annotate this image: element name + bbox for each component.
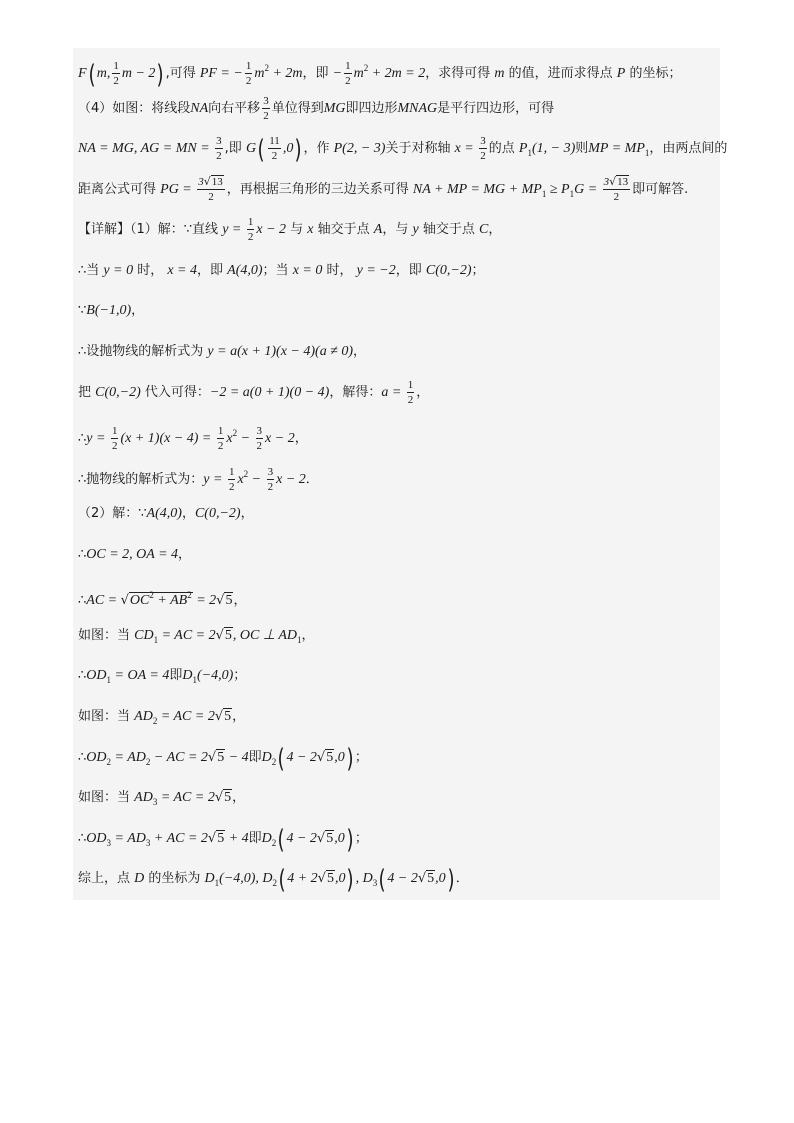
math-run: a = <box>381 384 405 400</box>
fraction-denominator: 2 <box>113 75 119 87</box>
text-run: 的坐标为 <box>144 871 205 887</box>
text-run: ,可得 <box>165 66 200 81</box>
solution-line <box>78 494 720 535</box>
text-run: 即可解答. <box>632 181 689 197</box>
math-run: CD <box>134 627 154 643</box>
fraction <box>217 424 225 453</box>
subscript: 1 <box>106 675 112 686</box>
math-run: y = <box>222 222 245 238</box>
text-run: 时， <box>133 262 168 278</box>
fraction <box>267 465 275 494</box>
solution-line <box>78 859 720 900</box>
math-run: A(4,0) <box>146 506 182 522</box>
radicand: 5 <box>225 593 233 609</box>
math-run: P(2, − 3) <box>333 141 386 157</box>
fraction-denominator: 2 <box>216 150 222 163</box>
superscript: 2 <box>187 590 192 601</box>
fraction <box>479 134 487 163</box>
parenthesized-group <box>256 135 303 163</box>
subscript: 2 <box>271 756 277 767</box>
math-run: ,0 <box>334 749 345 765</box>
radicand: 5 <box>326 871 334 887</box>
math-run: D <box>261 749 272 765</box>
math-run: x = 4 <box>167 262 198 278</box>
parenthesized-group <box>276 750 355 765</box>
text-run: ， <box>178 546 192 562</box>
text-run: ，即 <box>197 262 228 278</box>
text-run: ，由两点间的 <box>649 141 728 157</box>
fraction-denominator: 2 <box>480 150 486 163</box>
text-run: ，与 <box>382 222 413 238</box>
math-run: y <box>412 222 419 238</box>
text-run: ∴ <box>78 830 87 846</box>
math-run: OD <box>86 668 107 684</box>
math-run: NA = MG, AG = MN = <box>78 141 214 157</box>
text-run: ； <box>354 749 368 765</box>
solution-line <box>78 251 720 292</box>
subscript: 1 <box>192 675 197 686</box>
math-run: C <box>478 222 489 238</box>
math-run: MP = MP <box>588 141 645 157</box>
solution-line <box>78 819 720 860</box>
square-root <box>215 708 232 724</box>
math-run: 3 <box>603 175 610 188</box>
text-run: ， <box>294 431 308 447</box>
text-run: ∴ <box>78 431 87 447</box>
subscript: 1 <box>644 148 650 159</box>
subscript: 2 <box>106 756 112 767</box>
math-run: A <box>373 222 383 238</box>
radicand: 5 <box>224 627 232 643</box>
solution-line <box>78 291 720 332</box>
fraction-denominator: 2 <box>208 190 214 203</box>
solution-line <box>78 129 728 170</box>
text-run: ； <box>233 668 247 684</box>
parenthesized-group <box>277 871 356 886</box>
solution-block <box>73 48 728 900</box>
fraction <box>344 59 352 88</box>
subscript: 2 <box>271 837 277 848</box>
fraction-numerator: 1 <box>345 60 351 72</box>
fraction <box>112 59 120 88</box>
math-run: C(0,−2) <box>194 506 241 522</box>
text-run: 关于对称轴 <box>385 141 455 157</box>
math-run: D <box>134 871 145 887</box>
fraction-numerator: 3 <box>263 94 269 107</box>
math-run: F <box>78 66 87 81</box>
subscript: 1 <box>569 188 575 199</box>
math-run: + 2m = 2 <box>368 66 426 81</box>
subscript: 2 <box>145 756 151 767</box>
math-run: x − 2 <box>256 222 287 238</box>
text-run: 的坐标； <box>625 66 682 81</box>
text-run: 即 <box>248 830 262 846</box>
math-run: x <box>226 431 233 447</box>
square-root <box>215 789 232 805</box>
text-run: ∴ <box>78 593 87 609</box>
fraction-denominator: 2 <box>217 440 224 453</box>
text-run: ，即 <box>302 66 333 81</box>
subscript: 3 <box>145 837 151 848</box>
math-run: x − 2 <box>276 471 306 487</box>
math-run: AD <box>134 709 153 724</box>
math-run: OD <box>86 830 107 846</box>
text-run: ， <box>131 303 145 319</box>
math-run: = AC = 2 <box>157 709 215 724</box>
text-run: 轴交于点 <box>313 222 374 238</box>
math-run: = AC = 2 <box>157 790 215 806</box>
text-run: ， <box>240 506 254 522</box>
fraction-numerator: 1 <box>217 425 224 438</box>
fraction-denominator: 2 <box>345 75 351 87</box>
solution-line <box>78 373 720 414</box>
text-run: ∴设抛物线的解析式为 <box>78 343 208 359</box>
radicand <box>129 592 193 608</box>
fraction-denominator: 2 <box>263 109 269 122</box>
text-run: ；当 <box>262 262 293 278</box>
fraction-denominator: 2 <box>256 440 263 453</box>
text-run: ； <box>354 830 368 846</box>
text-run: 的值，进而求得点 <box>504 66 617 81</box>
fraction <box>256 424 264 453</box>
math-run: x = 0 <box>292 262 323 278</box>
subscript: 3 <box>106 837 112 848</box>
fraction <box>268 134 281 163</box>
math-run: (−4,0) <box>196 668 234 684</box>
radicand: 5 <box>326 749 334 765</box>
text-run: ，作 <box>303 141 334 157</box>
text-run: 时， <box>322 262 357 278</box>
text-run: ， <box>232 790 246 806</box>
square-root <box>418 870 435 886</box>
math-run: 4 − 2 <box>387 871 418 887</box>
math-run: 4 − 2 <box>286 830 317 846</box>
text-run: ， <box>301 627 315 643</box>
text-run: ， <box>181 506 195 522</box>
solution-line <box>78 575 720 616</box>
parenthesized-group <box>377 871 456 886</box>
math-run: (x + 1)(x − 4) = <box>120 431 215 447</box>
text-run: ， <box>233 593 247 609</box>
square-root <box>208 749 225 765</box>
math-run: NA <box>190 100 209 116</box>
parenthesized-group <box>276 831 355 846</box>
solution-line <box>78 656 720 697</box>
fraction-numerator: 1 <box>247 216 254 229</box>
math-run: = AD <box>111 830 146 846</box>
text-run: ； <box>471 262 485 278</box>
text-run: ∵ <box>78 303 87 319</box>
solution-line <box>78 778 720 819</box>
math-run: D <box>261 830 272 846</box>
text-run: ∴ <box>78 749 87 765</box>
text-run: 代入可得： <box>140 384 210 400</box>
math-run: ,0 <box>282 141 294 157</box>
math-run: x = <box>454 141 478 157</box>
fraction-numerator: 3 <box>480 135 486 148</box>
text-run: 即 <box>169 668 183 684</box>
math-run: ≥ P <box>546 181 570 197</box>
superscript: 2 <box>264 63 269 73</box>
math-run: C(0,−2) <box>425 262 472 278</box>
math-run: + AC = 2 <box>150 830 208 846</box>
fraction-numerator: 3 <box>267 465 274 478</box>
subscript: 3 <box>152 797 158 808</box>
text-run: ∴ <box>78 546 87 562</box>
fraction <box>245 59 253 88</box>
text-run: 如图：当 <box>78 790 135 806</box>
square-root <box>208 830 225 846</box>
fraction <box>111 424 119 453</box>
solution-line <box>78 738 720 779</box>
fraction <box>603 175 631 204</box>
text-run: 单位得到 <box>271 100 324 116</box>
fraction-denominator: 2 <box>245 75 252 87</box>
math-run: + AB <box>153 593 188 609</box>
solution-line <box>78 697 720 738</box>
text-run: 即四边形 <box>345 100 398 116</box>
fraction-numerator <box>197 175 225 190</box>
math-run: − AC = 2 <box>150 749 208 765</box>
text-run: ，求得可得 <box>425 66 495 81</box>
math-run: 4 + 2 <box>287 871 318 887</box>
subscript: 3 <box>372 878 378 889</box>
math-run: ,0 <box>334 830 345 846</box>
text-run: 把 <box>78 384 96 400</box>
radicand: 5 <box>326 830 334 846</box>
math-run: AD <box>134 790 153 806</box>
fraction <box>262 94 270 123</box>
subscript: 2 <box>272 878 278 889</box>
text-run: 综上，点 <box>78 871 135 887</box>
radicand: 5 <box>224 709 232 724</box>
text-run: ∴抛物线的解析式为： <box>78 471 204 487</box>
fraction <box>228 465 236 494</box>
solution-line <box>78 89 720 130</box>
math-run: ,0 <box>435 871 446 887</box>
math-run: 3 <box>198 175 204 188</box>
math-run: − 4 <box>225 749 249 765</box>
text-run: 与 <box>286 222 308 238</box>
math-run: G = <box>574 181 601 197</box>
subscript: 2 <box>152 716 158 726</box>
text-run: ， <box>353 343 367 359</box>
math-run: C(0,−2) <box>95 384 141 400</box>
fraction-numerator: 3 <box>256 425 263 438</box>
fraction-numerator: 3 <box>216 135 222 148</box>
math-run: x <box>307 222 314 238</box>
math-run: ,0 <box>334 871 346 887</box>
text-run: ∴当 <box>78 262 104 278</box>
square-root <box>216 592 233 608</box>
text-run: 的点 <box>488 141 519 157</box>
text-run: ． <box>455 871 469 887</box>
math-run: y = <box>86 431 109 447</box>
math-run: −2 = a(0 + 1)(0 − 4) <box>209 384 330 400</box>
text-run: 向右平移 <box>208 100 261 116</box>
square-root <box>216 627 233 643</box>
text-run: 是平行四边形，可得 <box>437 100 555 116</box>
math-run: OD <box>86 749 107 765</box>
radicand: 5 <box>427 871 435 887</box>
math-run: − <box>237 431 254 447</box>
text-run: ，再根据三角形的三边关系可得 <box>226 181 413 197</box>
fraction-numerator: 1 <box>111 425 118 438</box>
text-run: 如图：当 <box>78 709 135 724</box>
math-run: y = 0 <box>103 262 134 278</box>
text-run: 【详解】（1）解：∵直线 <box>78 222 223 238</box>
radicand: 5 <box>217 749 225 765</box>
fraction-numerator: 1 <box>407 378 414 391</box>
math-run: MG <box>323 100 346 116</box>
square-root <box>317 749 334 765</box>
radicand: 5 <box>217 830 225 846</box>
text-run: ， <box>488 222 502 238</box>
fraction-denominator: 2 <box>613 190 620 203</box>
solution-line <box>78 616 720 657</box>
math-run: x <box>237 471 244 487</box>
math-run: P <box>616 66 626 81</box>
fraction-denominator: 2 <box>247 231 254 244</box>
math-run: B(−1,0) <box>86 303 132 319</box>
fraction-numerator: ( 11 <box>269 135 280 148</box>
superscript: 2 <box>243 468 249 479</box>
subscript: 1 <box>541 188 547 199</box>
math-run: = OA = 4 <box>111 668 170 684</box>
text-run: ． <box>305 471 319 487</box>
solution-line <box>78 332 720 373</box>
math-run: P <box>518 141 528 157</box>
math-run: m, <box>96 66 111 81</box>
math-run: x − 2 <box>265 431 295 447</box>
solution-line <box>78 454 720 495</box>
math-run: , D <box>355 871 373 887</box>
solution-line <box>78 535 720 576</box>
math-run: + 2m <box>268 66 303 81</box>
solution-line <box>78 413 720 454</box>
math-run: = 2 <box>192 593 217 609</box>
math-run: G <box>245 141 257 157</box>
superscript: 2 <box>363 63 369 73</box>
math-run: m <box>494 66 505 81</box>
math-run: (−4,0), D <box>219 871 273 887</box>
superscript: 2 <box>232 428 238 439</box>
fraction-denominator: 2 <box>267 480 274 493</box>
fraction-denominator: 2 <box>228 480 235 493</box>
fraction <box>407 378 415 407</box>
subscript: 1 <box>296 634 302 645</box>
text-run: ∴ <box>78 668 87 684</box>
square-root <box>318 870 335 886</box>
fraction-denominator: 2 <box>271 150 278 163</box>
math-run: AC = <box>86 593 121 609</box>
square-root <box>317 830 334 846</box>
subscript: 1 <box>214 878 220 889</box>
fraction-numerator: 1 <box>245 60 252 72</box>
math-run: PF = − <box>199 66 243 81</box>
math-run: − <box>332 66 343 81</box>
math-run: PG = <box>160 181 196 197</box>
fraction-numerator <box>603 175 631 190</box>
math-run: D <box>204 871 215 887</box>
text-run: （2）解：∵ <box>78 506 147 522</box>
radicand: 13 <box>211 175 223 188</box>
fraction <box>197 175 225 204</box>
math-run: y = a(x + 1)(x − 4)(a ≠ 0) <box>207 343 354 359</box>
math-run: (1, − 3) <box>531 141 576 157</box>
math-run: m <box>353 66 364 81</box>
solution-line <box>78 210 720 251</box>
text-run: 则 <box>575 141 589 157</box>
text-run: （4）如图：将线段 <box>78 100 191 116</box>
math-run: D <box>182 668 193 684</box>
math-run: A(4,0) <box>227 262 263 278</box>
subscript: 1 <box>527 148 532 159</box>
math-run: , OC ⊥ AD <box>232 627 297 643</box>
radicand: 13 <box>617 175 629 188</box>
superscript: 2 <box>149 590 154 601</box>
square-root <box>204 175 224 188</box>
solution-line <box>78 48 720 89</box>
math-run: OC = 2, OA = 4 <box>86 546 179 562</box>
math-run: 4 − 2 <box>286 749 317 765</box>
square-root <box>609 175 629 188</box>
radicand: 5 <box>224 790 232 806</box>
math-run: NA + MP = MG + MP <box>412 181 542 197</box>
text-run: ， <box>232 709 246 724</box>
solution-line <box>78 170 720 211</box>
parenthesized-group <box>87 60 166 87</box>
math-run: m − 2 <box>121 66 156 81</box>
math-run: + 4 <box>225 830 249 846</box>
math-run: y = −2 <box>356 262 396 278</box>
fraction <box>247 215 255 244</box>
square-root <box>121 592 193 608</box>
fraction <box>215 134 223 163</box>
fraction-numerator: 1 <box>228 465 235 478</box>
text-run: ，即 <box>395 262 426 278</box>
text-run: 距离公式可得 <box>78 181 161 197</box>
math-run: − <box>248 471 265 487</box>
subscript: 1 <box>153 634 159 645</box>
text-run: 即 <box>248 749 262 765</box>
math-run: y = <box>203 471 226 487</box>
math-run: OC <box>129 593 150 609</box>
text-run: 轴交于点 <box>418 222 479 238</box>
text-run: 如图：当 <box>78 627 135 643</box>
text-run: ，解得： <box>329 384 382 400</box>
text-run: ,即 <box>224 141 246 157</box>
math-run: MNAG <box>397 100 438 116</box>
math-run: m <box>254 66 265 81</box>
math-run: = AC = 2 <box>158 627 216 643</box>
math-run: = AD <box>111 749 146 765</box>
text-run: ， <box>416 384 430 400</box>
fraction-numerator: 1 <box>113 60 119 72</box>
fraction-denominator: 2 <box>111 440 118 453</box>
fraction-denominator: 2 <box>407 393 414 406</box>
